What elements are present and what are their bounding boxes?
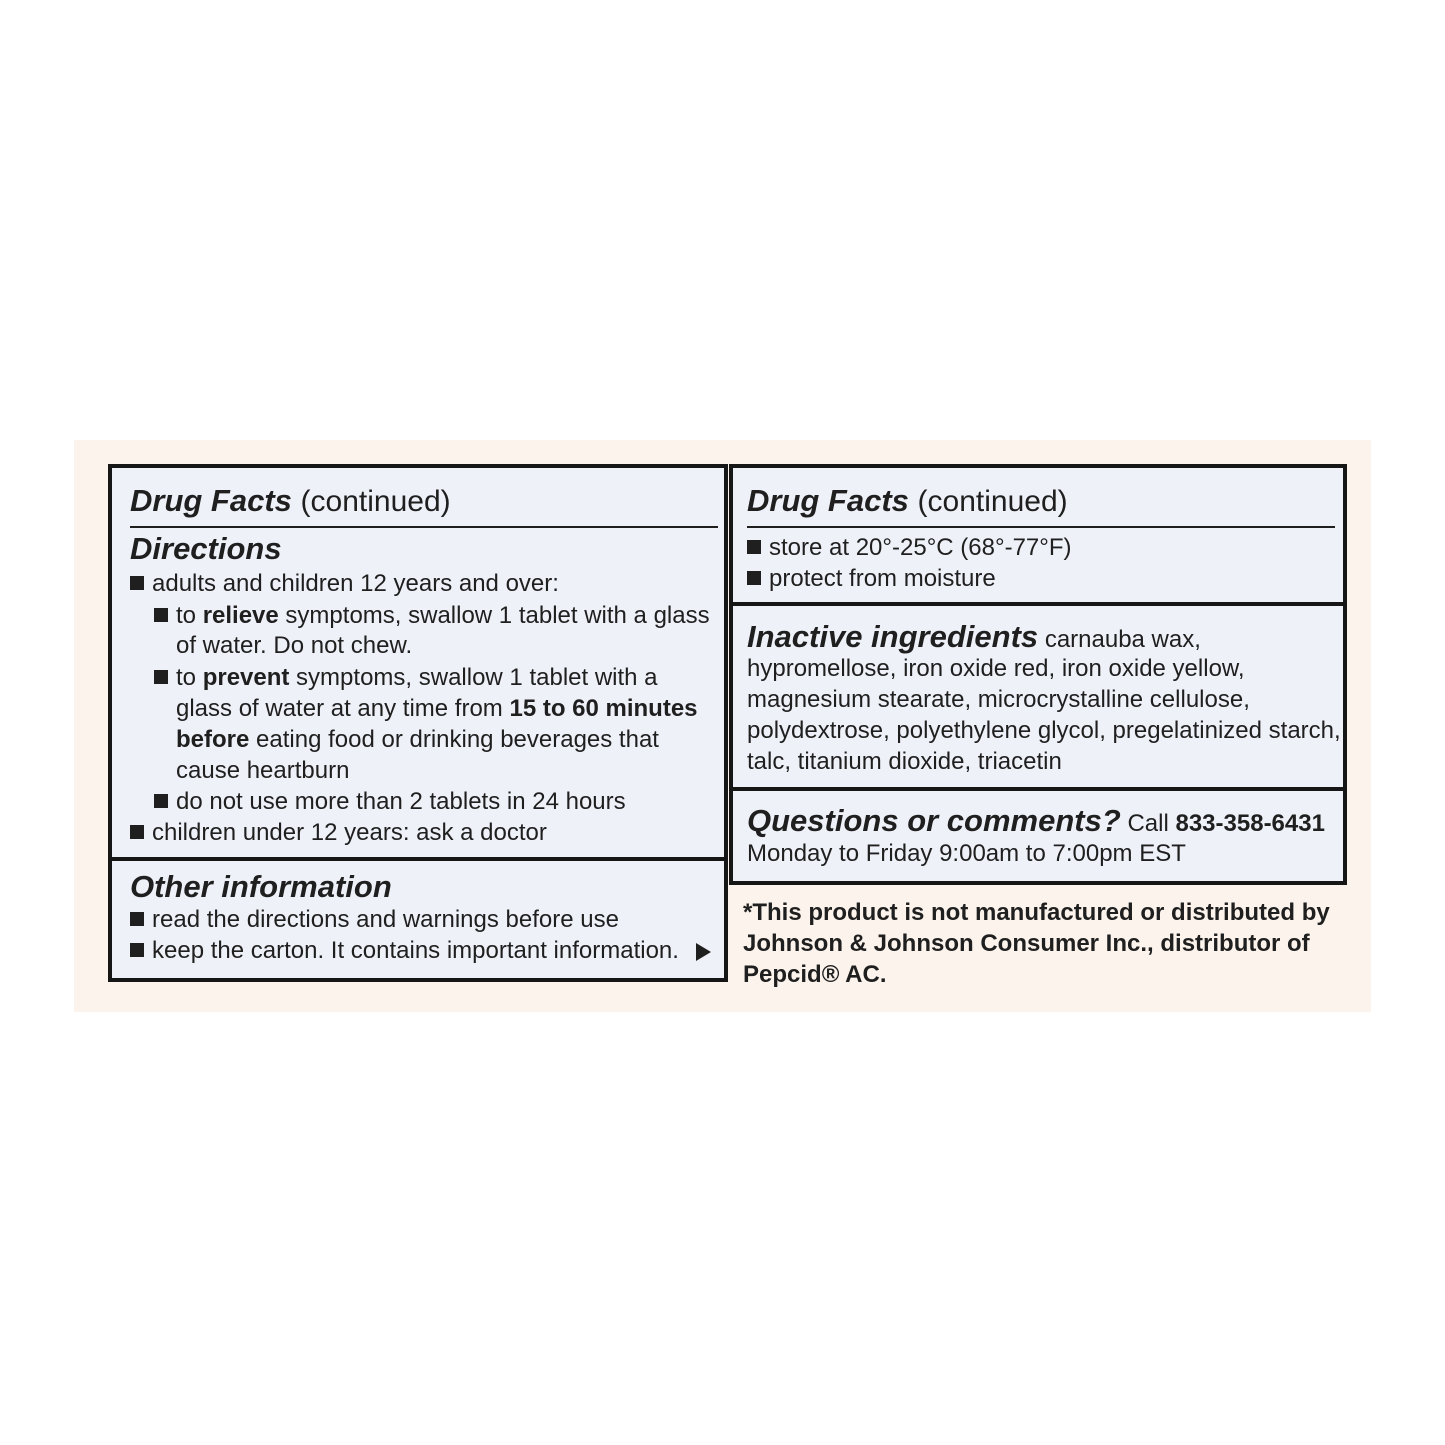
bullet-square-icon — [130, 576, 144, 590]
inactive-ingredients-first-line: Inactive ingredients carnauba wax, — [747, 619, 1201, 654]
direction-prevent-cont-1: glass of water at any time from 15 to 60 minutes — [176, 695, 698, 722]
phone-number: 833-358-6431 — [1175, 810, 1325, 837]
questions-panel — [729, 787, 1347, 885]
other-info-read: read the directions and warnings before use — [130, 905, 619, 935]
bullet-square-icon — [130, 825, 144, 839]
bullet-square-icon — [130, 912, 144, 926]
direction-prevent: to prevent symptoms, swallow 1 tablet with a — [154, 663, 658, 693]
drug-facts-title: Drug Facts (continued) — [130, 483, 451, 518]
drug-facts-title-right: Drug Facts (continued) — [747, 483, 1068, 518]
continue-arrow-icon — [696, 943, 711, 961]
title-rule — [130, 526, 718, 528]
questions-hours: Monday to Friday 9:00am to 7:00pm EST — [747, 840, 1186, 867]
bullet-square-icon — [154, 794, 168, 808]
directions-panel — [108, 464, 728, 861]
disclaimer-line-1: *This product is not manufactured or distributed by — [743, 899, 1330, 926]
title-rule-right — [747, 526, 1335, 528]
storage-temperature: store at 20°-25°C (68°-77°F) — [747, 533, 1072, 563]
direction-adults: adults and children 12 years and over: — [130, 569, 559, 599]
disclaimer-line-2: Johnson & Johnson Consumer Inc., distributor of — [743, 930, 1310, 957]
questions-heading: Questions or comments? — [747, 803, 1121, 838]
storage-panel — [729, 464, 1347, 606]
direction-prevent-cont-2: before eating food or drinking beverages that — [176, 726, 659, 753]
inactive-ingredients-panel — [729, 602, 1347, 791]
storage-moisture: protect from moisture — [747, 564, 996, 594]
other-info-keep: keep the carton. It contains important information. — [130, 936, 679, 966]
direction-relieve: to relieve symptoms, swallow 1 tablet with a glass — [154, 601, 710, 631]
directions-heading: Directions — [130, 531, 282, 566]
inactive-ingredients-line: talc, titanium dioxide, triacetin — [747, 748, 1062, 775]
bullet-square-icon — [747, 571, 761, 585]
inactive-ingredients-line: hypromellose, iron oxide red, iron oxide yellow, — [747, 655, 1245, 682]
bullet-square-icon — [154, 670, 168, 684]
direction-relieve-cont: of water. Do not chew. — [176, 632, 413, 659]
direction-max-dose: do not use more than 2 tablets in 24 hours — [154, 787, 626, 817]
inactive-ingredients-heading: Inactive ingredients — [747, 619, 1039, 654]
direction-children: children under 12 years: ask a doctor — [130, 818, 547, 848]
bullet-square-icon — [130, 943, 144, 957]
other-information-heading: Other information — [130, 869, 392, 904]
bullet-square-icon — [154, 608, 168, 622]
disclaimer-line-3: Pepcid® AC. — [743, 961, 887, 988]
inactive-ingredients-line: magnesium stearate, microcrystalline cellulose, — [747, 686, 1250, 713]
direction-prevent-cont-3: cause heartburn — [176, 757, 350, 784]
bullet-square-icon — [747, 540, 761, 554]
questions-first-line: Questions or comments? Call 833-358-6431 — [747, 803, 1325, 838]
inactive-ingredients-line: polydextrose, polyethylene glycol, pregelatinized starch, — [747, 717, 1341, 744]
other-information-panel — [108, 857, 728, 982]
